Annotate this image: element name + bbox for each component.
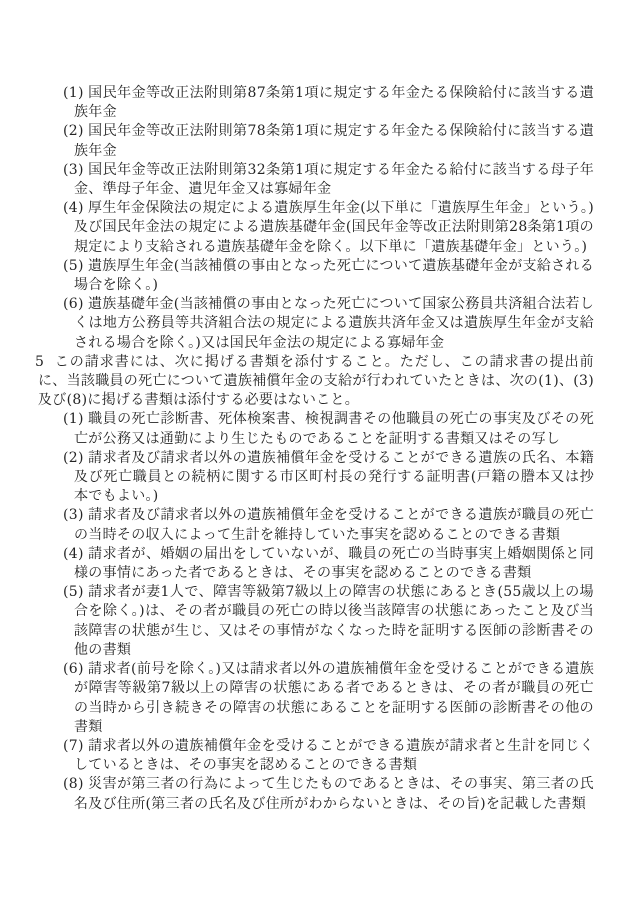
item-text: 国民年金等改正法附則第87条第1項に規定する年金たる保険給付に該当する遺族年金 <box>74 85 594 121</box>
item-marker: (6) <box>63 296 84 313</box>
paragraph-5 <box>35 353 594 411</box>
item-text: 遺族基礎年金(当該補償の事由となった死亡について国家公務員共済組合法若しくは地方公務員等共済組合法の規定による遺族共済年金又は遺族厚生年金が支給される場合を除く。)又は国民年金法の規定による寡婦年金 <box>74 296 594 351</box>
item-text: 遺族厚生年金(当該補償の事由となった死亡について遺族基礎年金が支給される場合を除く。) <box>74 257 594 294</box>
list-item-document-6 <box>35 660 594 737</box>
item-marker: (6) <box>63 661 84 678</box>
list-item-document-1 <box>35 410 594 448</box>
item-marker: (4) <box>63 545 84 562</box>
item-text: 請求者及び請求者以外の遺族補償年金を受けることができる遺族が職員の死亡の当時その収入によって生計を維持していた事実を認めることのできる書類 <box>74 507 594 543</box>
item-text: 国民年金等改正法附則第78条第1項に規定する年金たる保険給付に該当する遺族年金 <box>74 123 594 159</box>
item-marker: (3) <box>63 507 84 524</box>
item-text: 請求者が、婚姻の届出をしていないが、職員の死亡の当時事実上婚姻関係と同様の事情にあった者であるときは、その事実を認めることのできる書類 <box>74 545 594 582</box>
item-marker: (8) <box>63 776 84 793</box>
item-text: 災害が第三者の行為によって生じたものであるときは、その事実、第三者の氏名及び住所(第三者の氏名及び住所がわからないときは、その旨)を記載した書類 <box>74 776 594 812</box>
list-item-pension-5 <box>35 257 594 295</box>
list-item-document-8 <box>35 775 594 813</box>
item-text: 請求者及び請求者以外の遺族補償年金を受けることができる遺族の氏名、本籍及び死亡職員との続柄に関する市区町村長の発行する証明書(戸籍の謄本又は抄本でもよい。) <box>74 449 594 505</box>
item-marker: (4) <box>63 200 84 217</box>
list-item-document-4 <box>35 545 594 583</box>
list-item-document-5 <box>35 583 594 660</box>
list-item-pension-1 <box>35 84 594 122</box>
item-marker: (5) <box>63 257 84 274</box>
item-marker: (3) <box>63 161 84 178</box>
item-text: 請求者以外の遺族補償年金を受けることができる遺族が請求者と生計を同じくしているときは、その事実を認めることのできる書類 <box>74 737 594 774</box>
list-item-document-2 <box>35 449 594 507</box>
list-item-pension-6 <box>35 295 594 353</box>
item-marker: (2) <box>63 449 84 466</box>
item-marker: (1) <box>63 85 84 101</box>
list-item-pension-3 <box>35 161 594 199</box>
item-text: 厚生年金保険法の規定による遺族厚生年金(以下単に「遺族厚生年金」という。)及び国民年金法の規定による遺族基礎年金(国民年金等改正法附則第28条第1項の規定により支給される遺族基礎年金を除く。以下単に「遺族基礎年金」という。) <box>74 200 594 255</box>
item-text: 国民年金等改正法附則第32条第1項に規定する年金たる給付に該当する母子年金、準母子年金、遺児年金又は寡婦年金 <box>74 161 594 198</box>
paragraph-text: この請求書には、次に掲げる書類を添付すること。ただし、この請求書の提出前に、当該職員の死亡について遺族補償年金の支給が行われていたときは、次の(1)、(3)及び(8)に掲げる書類は添付する必要はないこと。 <box>38 353 594 409</box>
item-text: 請求者が妻1人で、障害等級第7級以上の障害の状態にあるとき(55歳以上の場合を除く。)は、その者が職員の死亡の時以後当該障害の状態にあったこと及び当該障害の状態が生じ、又はその事情がなくなった時を証明する医師の診断書その他の書類 <box>74 584 594 658</box>
item-marker: (1) <box>63 411 84 428</box>
list-item-document-7 <box>35 737 594 775</box>
item-text: 請求者(前号を除く。)又は請求者以外の遺族補償年金を受けることができる遺族が障害等級第7級以上の障害の状態にある者であるときは、その者が職員の死亡の当時から引き続きその障害の状態にあることを証明する医師の診断書その他の書類 <box>74 661 594 735</box>
list-item-pension-2 <box>35 122 594 160</box>
paragraph-number: 5 <box>35 353 45 370</box>
list-item-pension-4 <box>35 199 594 257</box>
item-marker: (7) <box>63 737 84 754</box>
item-text: 職員の死亡診断書、死体検案書、検視調書その他職員の死亡の事実及びその死亡が公務又は通勤により生じたものであることを証明する書類又はその写し <box>74 411 594 447</box>
item-marker: (5) <box>63 584 84 601</box>
list-item-document-3 <box>35 506 594 544</box>
item-marker: (2) <box>63 123 84 140</box>
